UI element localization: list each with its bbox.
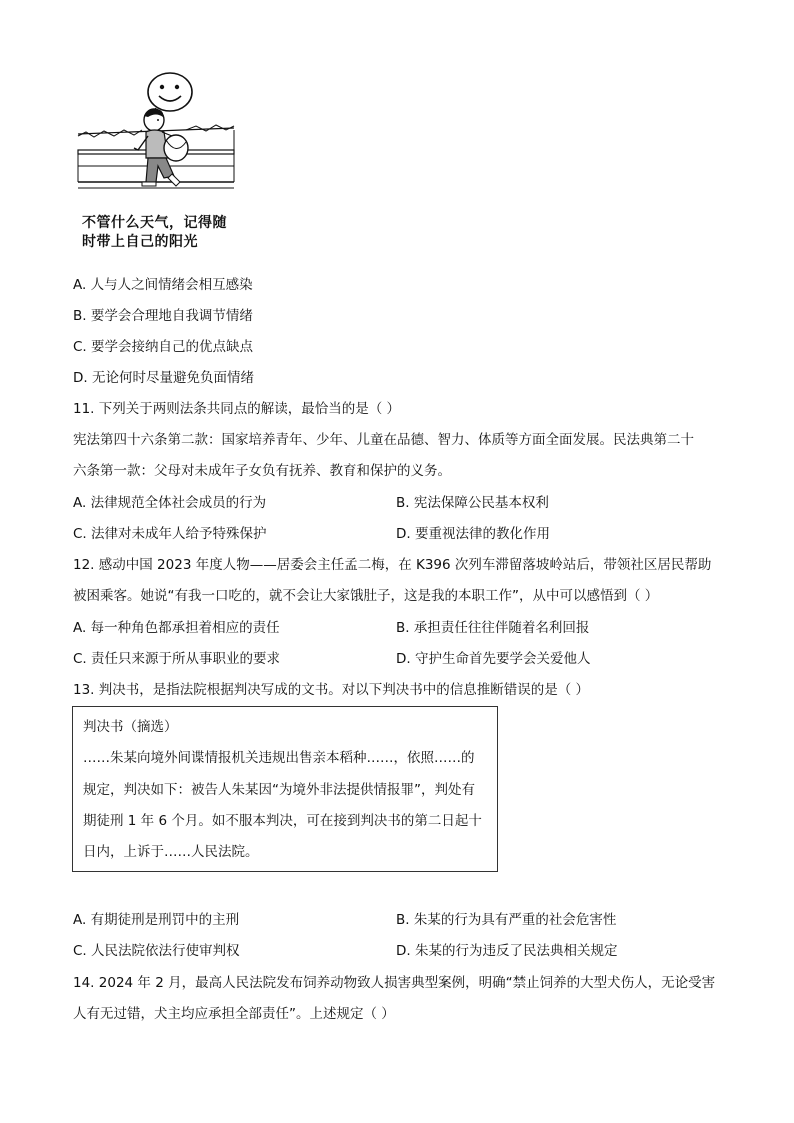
excerpt-line-4: 日内，上诉于……人民法院。: [83, 844, 259, 860]
q11-stem: 11. 下列关于两则法条共同点的解读，最恰当的是（ ）: [73, 401, 401, 417]
excerpt-line-1: ……朱某向境外间谍情报机关违规出售亲本稻种……，依照……的: [83, 750, 475, 766]
q13-stem: 13. 判决书，是指法院根据判决写成的文书。对以下判决书中的信息推断错误的是（ ）: [73, 682, 590, 698]
excerpt-line-3: 期徒刑 1 年 6 个月。如不服本判决，可在接到判决书的第二日起十: [83, 813, 482, 829]
q11-material-line-2: 六条第一款：父母对未成年子女负有抚养、教育和保护的义务。: [73, 463, 451, 479]
q12-option-c: C. 责任只来源于所从事职业的要求: [73, 651, 281, 667]
q14-stem-line-2: 人有无过错，犬主均应承担全部责任”。上述规定（ ）: [73, 1006, 395, 1022]
q10-option-b: B. 要学会合理地自我调节情绪: [73, 308, 253, 324]
caption-line-2: 时带上自己的阳光: [82, 234, 198, 250]
excerpt-line-2: 规定，判决如下：被告人朱某因“为境外非法提供情报罪”，判处有: [83, 782, 475, 798]
excerpt-title: 判决书（摘选）: [83, 719, 178, 735]
q11-material-line-1: 宪法第四十六条第二款：国家培养青年、少年、儿童在品德、智力、体质等方面全面发展。民法典第二十: [73, 432, 694, 448]
q14-stem-line-1: 14. 2024 年 2 月，最高人民法院发布饲养动物致人损害典型案例，明确“禁止饲养的大型犬伤人，无论受害: [73, 975, 716, 991]
q11-option-d: D. 要重视法律的教化作用: [396, 526, 550, 542]
q13-option-d: D. 朱某的行为违反了民法典相关规定: [396, 943, 618, 959]
caption-line-1: 不管什么天气，记得随: [82, 215, 227, 231]
q12-option-b: B. 承担责任往往伴随着名利回报: [396, 620, 590, 636]
q13-option-b: B. 朱某的行为具有严重的社会危害性: [396, 912, 617, 928]
q13-option-a: A. 有期徒刑是刑罚中的主刑: [73, 912, 240, 928]
q10-option-c: C. 要学会接纳自己的优点缺点: [73, 339, 254, 355]
q13-option-c: C. 人民法院依法行使审判权: [73, 943, 240, 959]
cartoon-caption: [82, 214, 242, 252]
q12-stem-line-1: 12. 感动中国 2023 年度人物——居委会主任孟二梅，在 K396 次列车滞留落坡岭站后，带领社区居民帮助: [73, 557, 712, 573]
q11-option-b: B. 宪法保障公民基本权利: [396, 495, 549, 511]
q11-option-c: C. 法律对未成年人给予特殊保护: [73, 526, 267, 542]
q12-stem-line-2: 被困乘客。她说“有我一口吃的，就不会让大家饿肚子，这是我的本职工作”，从中可以感悟到（ ）: [73, 588, 659, 604]
q10-option-a: A. 人与人之间情绪会相互感染: [73, 277, 253, 293]
smiley-sun-runner-icon: [76, 70, 238, 215]
judgment-excerpt-box: [72, 706, 498, 872]
q10-option-d: D. 无论何时尽量避免负面情绪: [73, 370, 254, 386]
q12-option-d: D. 守护生命首先要学会关爱他人: [396, 651, 591, 667]
q12-option-a: A. 每一种角色都承担着相应的责任: [73, 620, 280, 636]
q11-option-a: A. 法律规范全体社会成员的行为: [73, 495, 267, 511]
